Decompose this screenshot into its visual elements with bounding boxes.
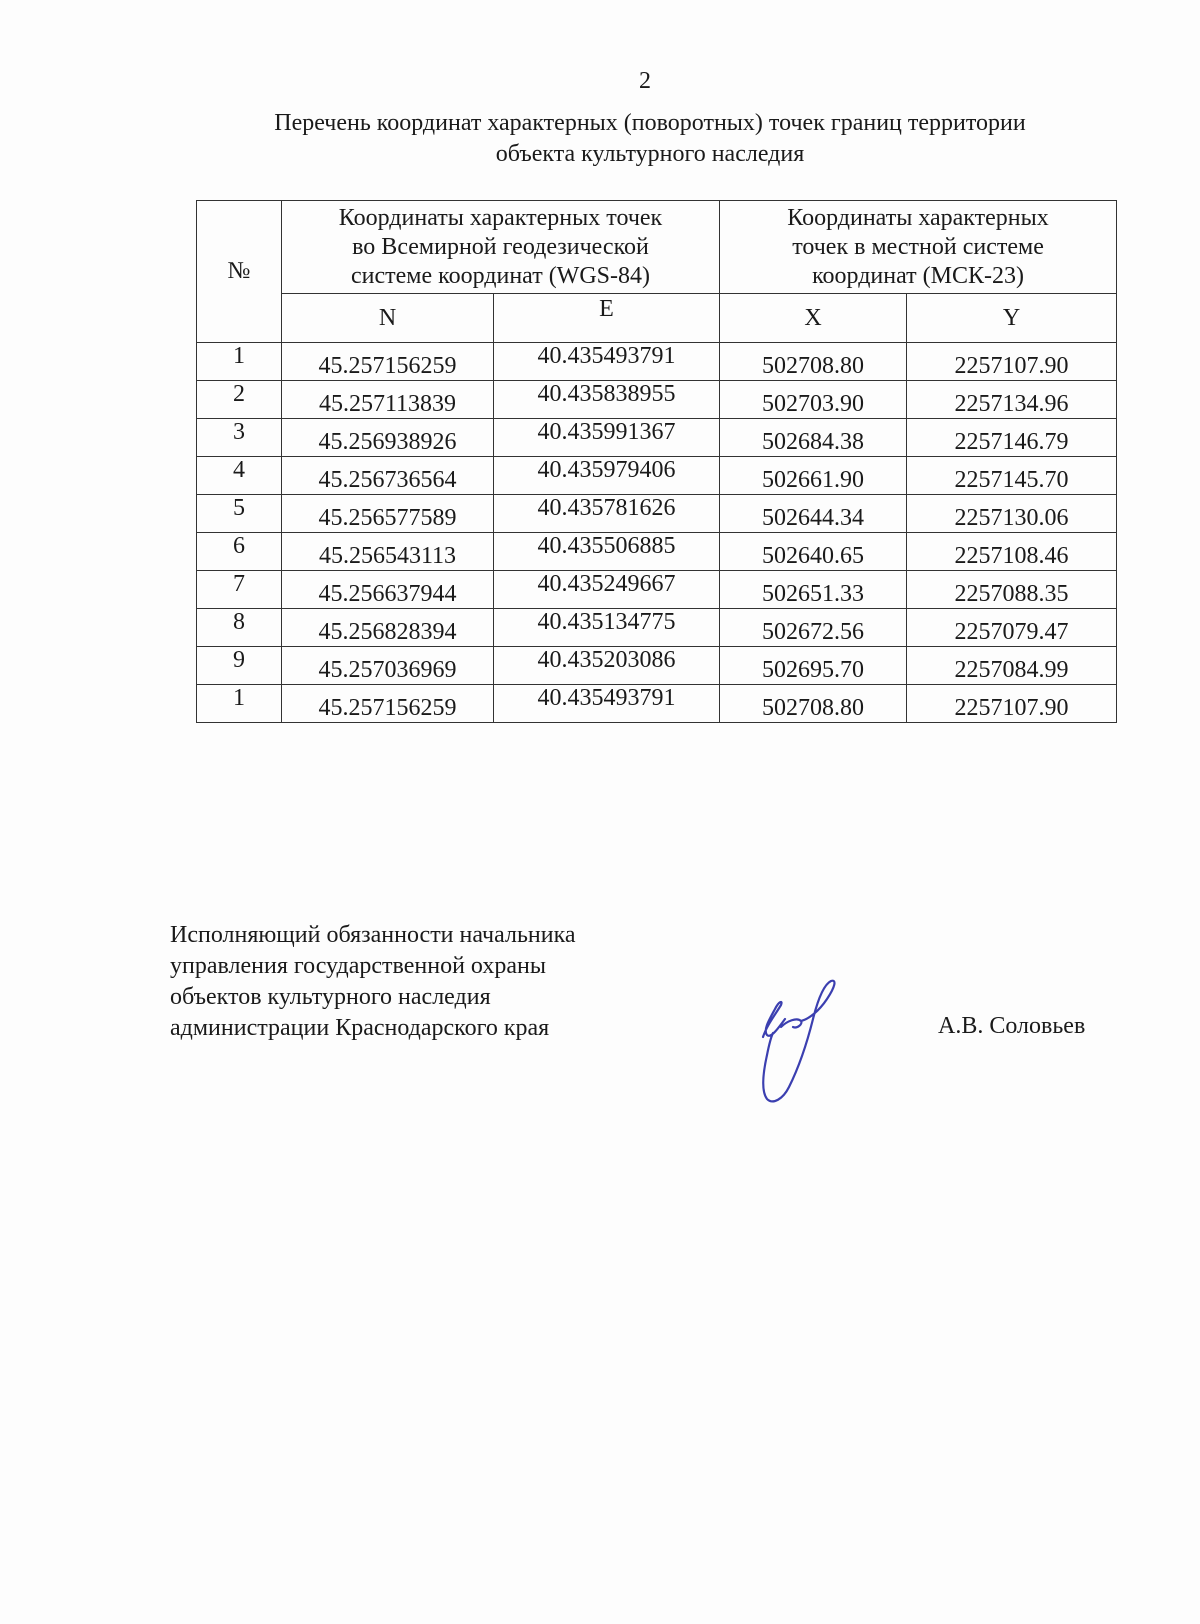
cell-x-coordinate: 502695.70 xyxy=(720,647,907,685)
cell-x-coordinate: 502708.80 xyxy=(720,685,907,723)
header-y: Y xyxy=(907,294,1117,343)
cell-point-number: 6 xyxy=(197,533,282,571)
cell-x-coordinate: 502644.34 xyxy=(720,495,907,533)
table-row xyxy=(197,457,1117,495)
cell-longitude: 40.435203086 xyxy=(494,647,720,685)
table-row xyxy=(197,609,1117,647)
cell-latitude: 45.256828394 xyxy=(282,609,494,647)
signer-name: А.В. Соловьев xyxy=(938,1013,1086,1039)
document-title xyxy=(150,108,1150,170)
table-row xyxy=(197,685,1117,723)
cell-longitude: 40.435249667 xyxy=(494,571,720,609)
cell-latitude: 45.256577589 xyxy=(282,495,494,533)
header-wgs84 xyxy=(282,201,720,294)
cell-point-number: 8 xyxy=(197,609,282,647)
header-msk23-line-3: координат (МСК-23) xyxy=(812,262,1024,289)
cell-latitude: 45.257036969 xyxy=(282,647,494,685)
cell-y-coordinate: 2257084.99 xyxy=(907,647,1117,685)
cell-latitude: 45.256938926 xyxy=(282,419,494,457)
header-n: N xyxy=(282,294,494,343)
table-row xyxy=(197,343,1117,381)
cell-longitude: 40.435493791 xyxy=(494,685,720,723)
cell-point-number: 1 xyxy=(197,685,282,723)
cell-longitude: 40.435506885 xyxy=(494,533,720,571)
header-msk23-line-2: точек в местной системе xyxy=(792,233,1044,260)
cell-longitude: 40.435838955 xyxy=(494,381,720,419)
cell-x-coordinate: 502651.33 xyxy=(720,571,907,609)
cell-x-coordinate: 502640.65 xyxy=(720,533,907,571)
cell-y-coordinate: 2257134.96 xyxy=(907,381,1117,419)
cell-y-coordinate: 2257146.79 xyxy=(907,419,1117,457)
cell-longitude: 40.435493791 xyxy=(494,343,720,381)
cell-point-number: 1 xyxy=(197,343,282,381)
cell-x-coordinate: 502661.90 xyxy=(720,457,907,495)
cell-longitude: 40.435991367 xyxy=(494,419,720,457)
signature-stroke xyxy=(763,981,834,1102)
table-row xyxy=(197,381,1117,419)
cell-longitude: 40.435134775 xyxy=(494,609,720,647)
header-number: № xyxy=(197,201,282,343)
coordinates-table-body xyxy=(197,343,1117,723)
cell-x-coordinate: 502672.56 xyxy=(720,609,907,647)
cell-latitude: 45.257156259 xyxy=(282,343,494,381)
cell-y-coordinate: 2257107.90 xyxy=(907,343,1117,381)
cell-point-number: 7 xyxy=(197,571,282,609)
title-line-2: объекта культурного наследия xyxy=(495,141,805,167)
cell-point-number: 3 xyxy=(197,419,282,457)
table-row xyxy=(197,647,1117,685)
cell-x-coordinate: 502703.90 xyxy=(720,381,907,419)
cell-latitude: 45.256736564 xyxy=(282,457,494,495)
position-line-3: объектов культурного наследия xyxy=(170,984,491,1010)
cell-x-coordinate: 502708.80 xyxy=(720,343,907,381)
position-line-1: Исполняющий обязанности начальника xyxy=(170,922,576,948)
cell-point-number: 5 xyxy=(197,495,282,533)
cell-latitude: 45.256543113 xyxy=(282,533,494,571)
table-row xyxy=(197,419,1117,457)
cell-y-coordinate: 2257130.06 xyxy=(907,495,1117,533)
cell-point-number: 2 xyxy=(197,381,282,419)
position-line-2: управления государственной охраны xyxy=(170,953,546,979)
cell-point-number: 9 xyxy=(197,647,282,685)
header-x: X xyxy=(720,294,907,343)
cell-latitude: 45.257113839 xyxy=(282,381,494,419)
header-e: E xyxy=(494,294,720,343)
cell-y-coordinate: 2257145.70 xyxy=(907,457,1117,495)
cell-y-coordinate: 2257108.46 xyxy=(907,533,1117,571)
cell-y-coordinate: 2257107.90 xyxy=(907,685,1117,723)
position-line-4: администрации Краснодарского края xyxy=(170,1015,550,1041)
cell-x-coordinate: 502684.38 xyxy=(720,419,907,457)
header-msk23-line-1: Координаты характерных xyxy=(787,204,1049,231)
handwritten-signature xyxy=(745,975,875,1110)
cell-longitude: 40.435781626 xyxy=(494,495,720,533)
cell-point-number: 4 xyxy=(197,457,282,495)
cell-latitude: 45.256637944 xyxy=(282,571,494,609)
header-wgs84-line-1: Координаты характерных точек xyxy=(338,204,663,231)
table-row xyxy=(197,571,1117,609)
table-row xyxy=(197,533,1117,571)
coordinates-table xyxy=(196,200,1117,723)
cell-y-coordinate: 2257088.35 xyxy=(907,571,1117,609)
header-msk23 xyxy=(720,201,1117,294)
page-number: 2 xyxy=(639,68,651,94)
cell-latitude: 45.257156259 xyxy=(282,685,494,723)
cell-longitude: 40.435979406 xyxy=(494,457,720,495)
title-line-1: Перечень координат характерных (поворотных) точек границ территории xyxy=(274,110,1026,136)
cell-y-coordinate: 2257079.47 xyxy=(907,609,1117,647)
header-wgs84-line-3: системе координат (WGS-84) xyxy=(351,262,650,289)
signatory-position xyxy=(170,920,576,1044)
table-row xyxy=(197,495,1117,533)
header-wgs84-line-2: во Всемирной геодезической xyxy=(352,233,649,260)
